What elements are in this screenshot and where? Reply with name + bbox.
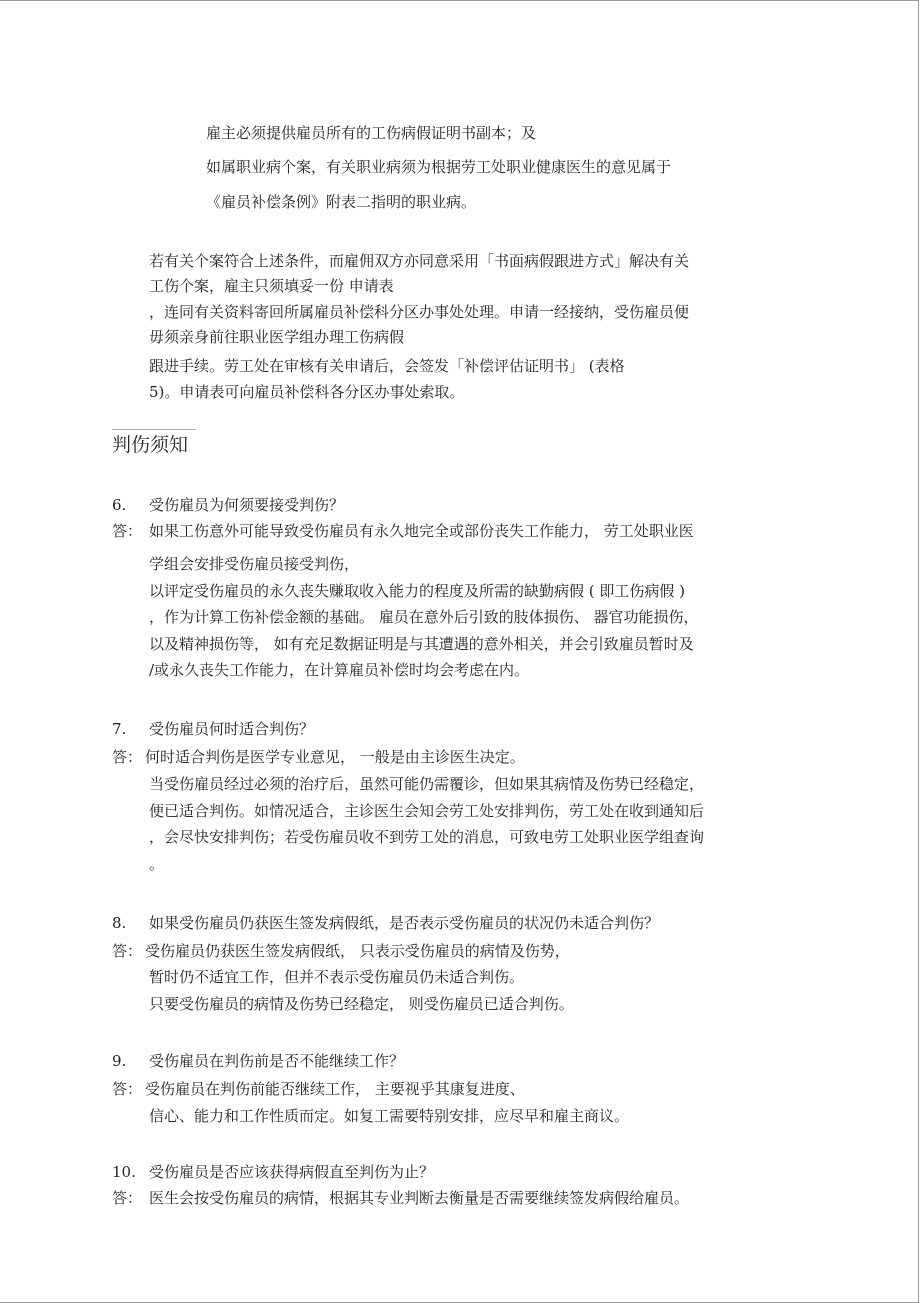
question-text: 受伤雇员何时适合判伤？ <box>149 720 315 738</box>
question-number: 10. <box>112 1163 136 1181</box>
answer-line: 便已适合判伤。如情况适合，主诊医生会知会劳工处安排判伤，劳工处在收到通知后 <box>149 802 705 820</box>
answer-prefix: 答： <box>112 1080 143 1098</box>
answer-prefix: 答： <box>112 1189 143 1207</box>
answer-line: 如果工伤意外可能导致受伤雇员有永久地完全或部份丧失工作能力， 劳工处职业医 <box>149 522 694 540</box>
answer-prefix: 答： <box>112 748 143 766</box>
condition-line: 如属职业病个案，有关职业病须为根据劳工处职业健康医生的意见属于 <box>206 158 672 176</box>
answer-prefix: 答： <box>112 522 143 540</box>
answer-line: 受伤雇员仍获医生签发病假纸， 只表示受伤雇员的病情及伤势， <box>145 942 570 960</box>
answer-line: 医生会按受伤雇员的病情，根据其专业判断去衡量是否需要继续签发病假给雇员。 <box>149 1189 690 1207</box>
condition-line: 《雇员补偿条例》附表二指明的职业病。 <box>206 193 477 211</box>
question-number: 7. <box>112 720 127 738</box>
answer-line: ，作为计算工伤补偿金额的基础。 雇员在意外后引致的肢体损伤、 器官功能损伤， <box>149 608 699 626</box>
answer-line: 学组会安排受伤雇员接受判伤， <box>149 555 360 573</box>
answer-line: 受伤雇员在判伤前能否继续工作， 主要视乎其康复进度、 <box>145 1080 525 1098</box>
answer-line: 何时适合判伤是医学专业意见， 一般是由主诊医生决定。 <box>145 748 525 766</box>
question-number: 6. <box>112 496 127 514</box>
question-text: 受伤雇员是否应该获得病假直至判伤为止？ <box>149 1163 435 1181</box>
intro-paragraph-line: 若有关个案符合上述条件，而雇佣双方亦同意采用「书面病假跟进方式」解决有关 <box>149 252 690 270</box>
answer-line: 以及精神损伤等， 如有充足数据证明是与其遭遇的意外相关，并会引致雇员暂时及 <box>149 635 694 653</box>
question-text: 受伤雇员在判伤前是否不能继续工作？ <box>149 1052 405 1070</box>
answer-line: ，会尽快安排判伤；若受伤雇员收不到劳工处的消息，可致电劳工处职业医学组查询 <box>149 828 705 846</box>
answer-line: 信心、能力和工作性质而定。如复工需要特别安排，应尽早和雇主商议。 <box>149 1107 630 1125</box>
answer-line: 只要受伤雇员的病情及伤势已经稳定， 则受伤雇员已适合判伤。 <box>149 995 574 1013</box>
answer-line: /或永久丧失工作能力，在计算雇员补偿时均会考虑在内。 <box>149 661 530 679</box>
intro-paragraph-line: ，连同有关资料寄回所属雇员补偿科分区办事处处理。申请一经接纳，受伤雇员便 <box>149 303 690 321</box>
section-title: 判伤须知 <box>112 434 189 456</box>
question-text: 如果受伤雇员仍获医生签发病假纸，是否表示受伤雇员的状况仍未适合判伤？ <box>149 914 660 932</box>
intro-paragraph-line: 工伤个案，雇主只须填妥一份 申请表 <box>149 277 394 295</box>
intro-paragraph-line: 跟进手续。劳工处在审核有关申请后，会签发「补偿评估证明书」 (表格 <box>149 357 625 375</box>
answer-line: 。 <box>149 855 165 873</box>
intro-paragraph-line: 5)。申请表可向雇员补偿科各分区办事处索取。 <box>149 383 465 401</box>
intro-paragraph-line: 毋须亲身前往职业医学组办理工伤病假 <box>149 328 405 346</box>
condition-line: 雇主必须提供雇员所有的工伤病假证明书副本；及 <box>206 124 537 142</box>
question-number: 9. <box>112 1052 127 1070</box>
answer-prefix: 答： <box>112 942 143 960</box>
answer-line: 以评定受伤雇员的永久丧失赚取收入能力的程度及所需的缺勤病假 ( 即工伤病假 ) <box>149 582 686 600</box>
question-text: 受伤雇员为何须要接受判伤？ <box>149 496 345 514</box>
section-divider <box>112 429 196 430</box>
question-number: 8. <box>112 914 127 932</box>
answer-line: 暂时仍不适宜工作，但并不表示受伤雇员仍未适合判伤。 <box>149 968 525 986</box>
answer-line: 当受伤雇员经过必须的治疗后，虽然可能仍需覆诊，但如果其病情及伤势已经稳定， <box>149 775 705 793</box>
